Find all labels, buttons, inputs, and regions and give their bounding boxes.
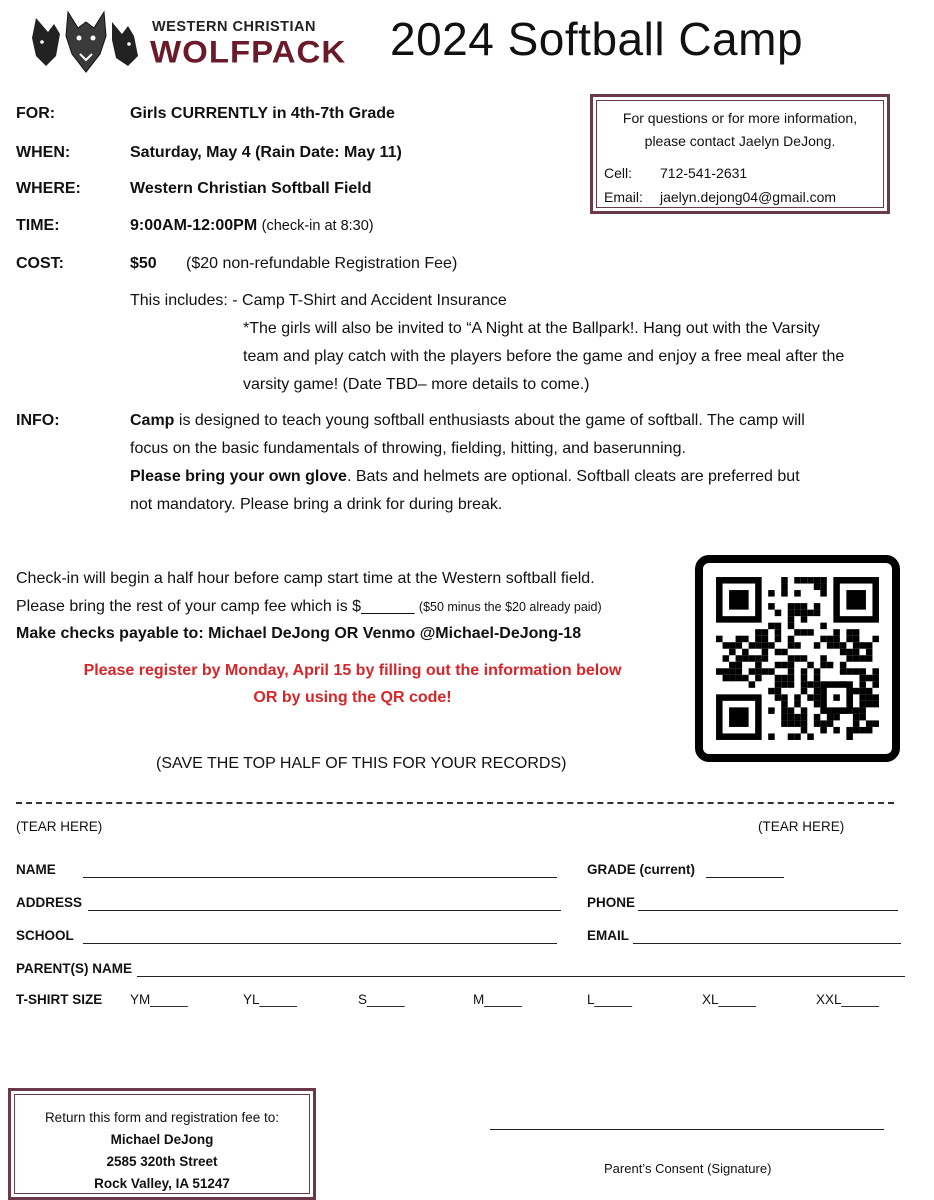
includes-line-3: team and play catch with the players before the game and enjoy a free meal after the xyxy=(243,348,845,365)
info-label: INFO: xyxy=(16,412,60,429)
when-value: Saturday, May 4 (Rain Date: May 11) xyxy=(130,144,402,161)
time-value: 9:00AM-12:00PM xyxy=(130,217,258,234)
parents-label: PARENT(S) NAME xyxy=(16,961,132,976)
checkin-fee-text: Please bring the rest of your camp fee which is $______ xyxy=(16,598,415,615)
grade-field[interactable] xyxy=(706,877,784,878)
logo-main-text: WOLFPACK xyxy=(150,33,347,70)
cost-label: COST: xyxy=(16,255,64,272)
return-box xyxy=(8,1088,316,1200)
name-field[interactable] xyxy=(83,877,557,878)
size-l[interactable]: L_____ xyxy=(587,992,633,1007)
cell-value: 712-541-2631 xyxy=(660,165,748,181)
page-title: 2024 Softball Camp xyxy=(390,13,804,65)
size-m[interactable]: M_____ xyxy=(473,992,522,1007)
contact-box xyxy=(590,94,890,214)
size-yl[interactable]: YL_____ xyxy=(243,992,298,1007)
parents-field[interactable] xyxy=(137,976,905,977)
tear-here-left: (TEAR HERE) xyxy=(16,819,103,834)
size-xxl[interactable]: XXL_____ xyxy=(816,992,880,1007)
size-s[interactable]: S_____ xyxy=(358,992,405,1007)
for-value: Girls CURRENTLY in 4th-7th Grade xyxy=(130,105,395,122)
signature-field[interactable] xyxy=(490,1129,884,1130)
size-ym[interactable]: YM_____ xyxy=(130,992,188,1007)
info-camp-word: Camp xyxy=(130,412,175,429)
logo-top-text: WESTERN CHRISTIAN xyxy=(152,19,316,35)
cell-label: Cell: xyxy=(604,165,633,181)
tear-here-right: (TEAR HERE) xyxy=(758,819,845,834)
where-label: WHERE: xyxy=(16,180,81,197)
qr-code[interactable] xyxy=(695,555,900,762)
school-field[interactable] xyxy=(83,943,557,944)
includes-line-1: This includes: - Camp T-Shirt and Accident Insurance xyxy=(130,292,507,309)
size-xl[interactable]: XL_____ xyxy=(702,992,757,1007)
cost-value: $50 xyxy=(130,255,157,272)
email-field-label: EMAIL xyxy=(587,928,629,943)
info-line-1-rest: is designed to teach young softball enthusiasts about the game of softball. The camp will xyxy=(174,412,805,429)
time-row xyxy=(130,217,374,235)
for-label: FOR: xyxy=(16,105,56,122)
includes-line-2: *The girls will also be invited to “A Night at the Ballpark!. Hang out with the Varsity xyxy=(243,320,820,337)
email-value: jaelyn.dejong04@gmail.com xyxy=(660,189,837,205)
qr-code-image xyxy=(703,563,892,754)
email-field[interactable] xyxy=(633,943,901,944)
info-line-1 xyxy=(130,412,805,430)
time-note: (check-in at 8:30) xyxy=(261,218,374,234)
info-line-3-rest: . Bats and helmets are optional. Softball cleats are preferred but xyxy=(346,468,800,485)
email-label: Email: xyxy=(604,189,643,205)
save-note: (SAVE THE TOP HALF OF THIS FOR YOUR RECORDS) xyxy=(156,755,567,772)
contact-line-1: For questions or for more information, xyxy=(622,110,858,126)
return-box-inner xyxy=(14,1094,310,1194)
tear-line xyxy=(16,802,894,804)
checkin-fee-note: ($50 minus the $20 already paid) xyxy=(418,600,602,614)
wolf-heads-logo-icon xyxy=(28,10,144,74)
info-line-3 xyxy=(130,468,800,486)
return-line-1: Return this form and registration fee to: xyxy=(44,1110,280,1125)
register-line-2: OR by using the QR code! xyxy=(253,689,452,706)
time-label: TIME: xyxy=(16,217,60,234)
checkin-payable: Make checks payable to: Michael DeJong OR Venmo @Michael-DeJong-18 xyxy=(16,625,582,642)
address-field[interactable] xyxy=(88,910,561,911)
phone-label: PHONE xyxy=(587,895,636,910)
return-city: Rock Valley, IA 51247 xyxy=(94,1176,230,1191)
address-label: ADDRESS xyxy=(16,895,83,910)
info-line-4: not mandatory. Please bring a drink for during break. xyxy=(130,496,503,513)
name-label: NAME xyxy=(16,862,56,877)
signature-label: Parent’s Consent (Signature) xyxy=(604,1161,772,1176)
checkin-line-1: Check-in will begin a half hour before camp start time at the Western softball field. xyxy=(16,570,595,587)
info-glove-text: Please bring your own glove xyxy=(130,468,347,485)
contact-line-2: please contact Jaelyn DeJong. xyxy=(644,133,836,149)
return-street: 2585 320th Street xyxy=(106,1154,218,1169)
contact-box-inner xyxy=(596,100,884,208)
when-label: WHEN: xyxy=(16,144,71,161)
info-line-2: focus on the basic fundamentals of throwing, fielding, hitting, and baserunning. xyxy=(130,440,686,457)
return-name: Michael DeJong xyxy=(110,1132,214,1147)
cost-note: ($20 non-refundable Registration Fee) xyxy=(186,255,458,272)
phone-field[interactable] xyxy=(638,910,898,911)
school-label: SCHOOL xyxy=(16,928,74,943)
tshirt-label: T-SHIRT SIZE xyxy=(16,992,103,1007)
register-line-1: Please register by Monday, April 15 by filling out the information below xyxy=(83,662,622,679)
where-value: Western Christian Softball Field xyxy=(130,180,372,197)
grade-label: GRADE (current) xyxy=(587,862,696,877)
checkin-line-2 xyxy=(16,598,602,616)
includes-line-4: varsity game! (Date TBD– more details to come.) xyxy=(243,376,590,393)
